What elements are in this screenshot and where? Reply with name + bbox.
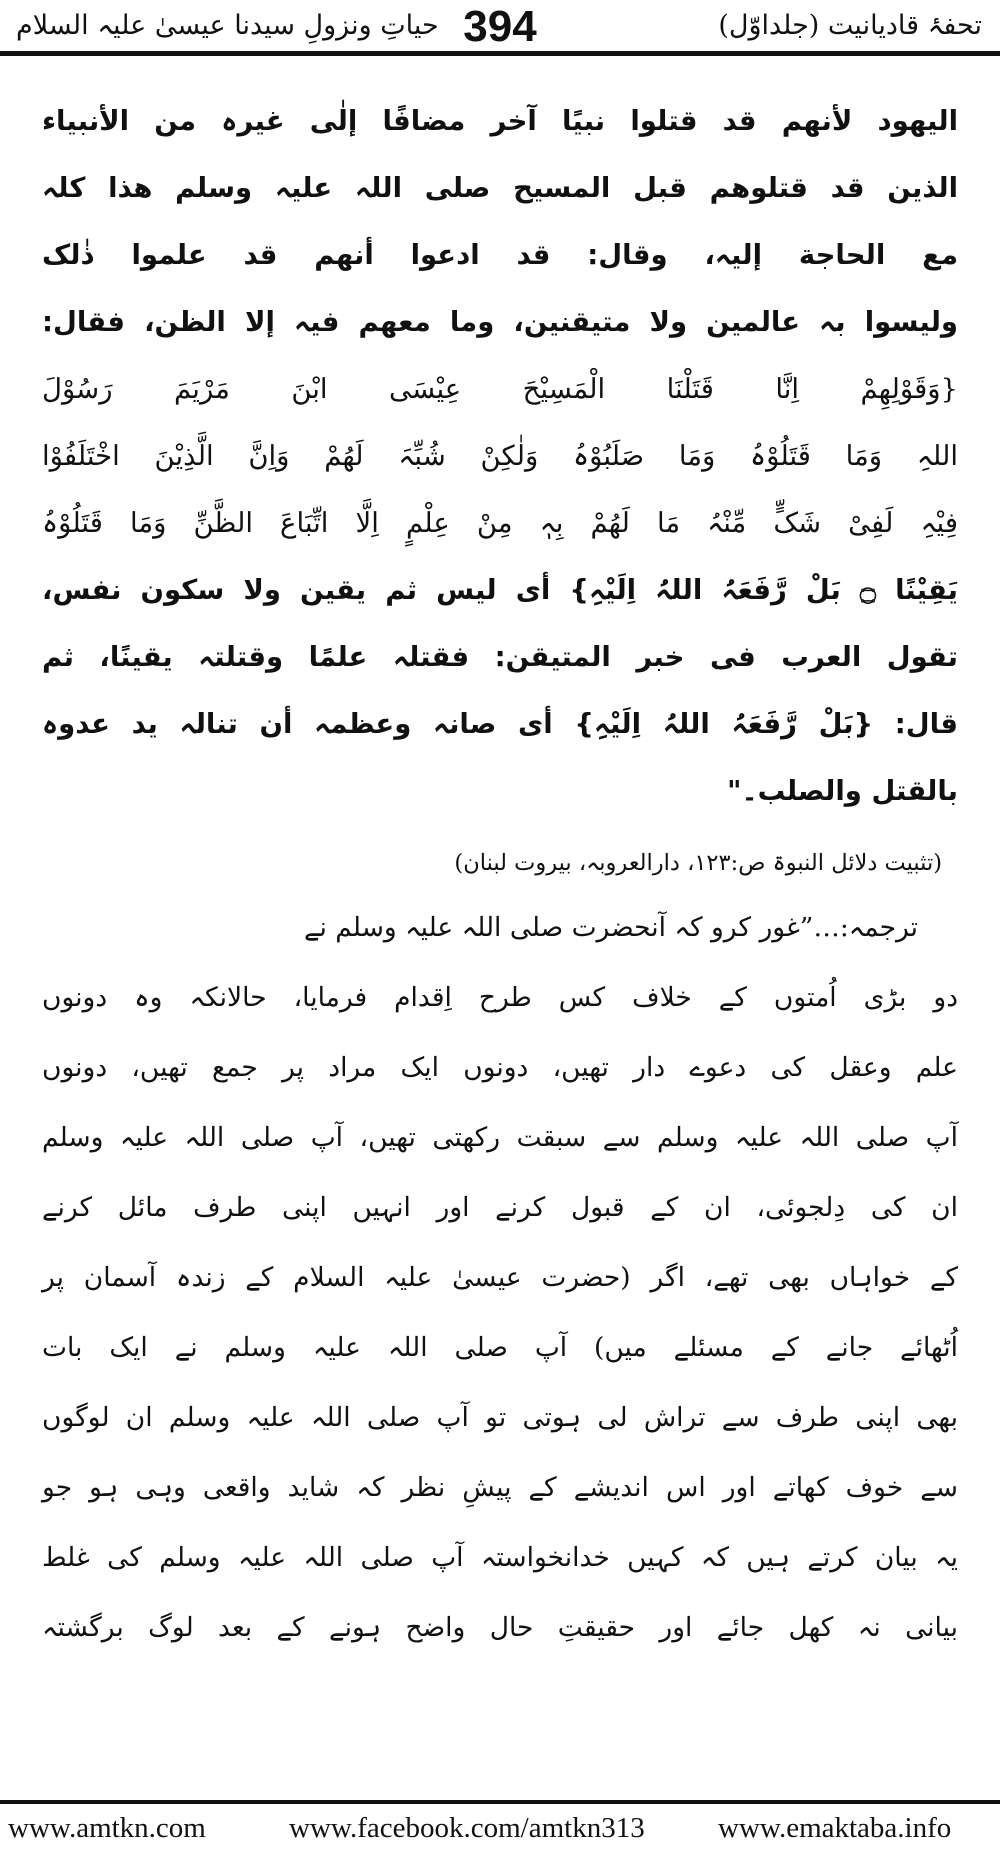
page-number: 394 (463, 2, 537, 51)
quran-verse-line: {وَقَوْلِھِمْ اِنَّا قَتَلْنَا الْمَسِیْحَ عِیْسَی ابْنَ مَرْیَمَ رَسُوْلَ (42, 373, 958, 405)
urdu-line: علم وعقل کی دعوے دار تھیں، دونوں ایک مراد پر جمع تھیں، دونوں (42, 1052, 958, 1083)
urdu-line: بھی اپنی طرف سے تراش لی ہوتی تو آپ صلی اللہ علیہ وسلم ان لوگوں (42, 1402, 958, 1433)
urdu-line: بیانی نہ کھل جائے اور حقیقتِ حال واضح ہونے کے بعد لوگ برگشتہ (42, 1612, 958, 1643)
footer-link-emaktaba[interactable]: www.emaktaba.info (718, 1812, 952, 1844)
urdu-line: دو بڑی اُمتوں کے خلاف کس طرح اِقدام فرمایا، حالانکہ وہ دونوں (42, 982, 958, 1013)
urdu-line: ترجمہ:…”غور کرو کہ آنحضرت صلی اللہ علیہ وسلم نے (303, 912, 918, 943)
book-title: تحفۂ قادیانیت (جلداوّل) (718, 10, 982, 41)
footer-link-amtkn[interactable]: www.amtkn.com (8, 1812, 206, 1844)
arabic-line: مع الحاجة إلیہ، وقال: قد ادعوا أنھم قد علموا ذٰلک (42, 239, 958, 271)
urdu-line: کے خواہاں بھی تھے، اگر (حضرت عیسیٰ علیہ السلام کے زندہ آسمان پر (42, 1262, 958, 1293)
footer-link-facebook[interactable]: www.facebook.com/amtkn313 (289, 1812, 645, 1844)
arabic-line: ولیسوا بہ عالمین ولا متیقنین، وما معھم فیہ إلا الظن، فقال: (42, 306, 958, 338)
quran-verse-line: اللہِ وَمَا قَتَلُوْہُ وَمَا صَلَبُوْہُ وَلٰکِنْ شُبِّہَ لَھُمْ وَاِنَّ الَّذِیْنَ اخْتَلَفُوْا (42, 440, 958, 472)
arabic-line: قال: {بَلْ رَّفَعَہُ اللہُ اِلَیْہِ} أی صانہ وعظمہ أن تنالہ ید عدوہ (42, 708, 958, 740)
page-footer (0, 1800, 1000, 1850)
arabic-line: الذین قد قتلوھم قبل المسیح صلی اللہ علیہ وسلم ھذا کلہ (42, 172, 958, 204)
urdu-line: آپ صلی اللہ علیہ وسلم سے سبقت رکھتی تھیں، آپ صلی اللہ علیہ وسلم (42, 1122, 958, 1153)
page-body (42, 88, 958, 1663)
arabic-line: بالقتل والصلب۔" (727, 775, 958, 807)
urdu-line: ان کی دِلجوئی، ان کے قبول کرنے اور انہیں اپنی طرف مائل کرنے (42, 1192, 958, 1223)
urdu-line: یہ بیان کرتے ہیں کہ کہیں خدانخواستہ آپ صلی اللہ علیہ وسلم کی غلط (42, 1542, 958, 1573)
quran-verse-line: فِیْہِ لَفِیْ شَکٍّ مِّنْہُ مَا لَھُمْ بِہٖ مِنْ عِلْمٍ اِلَّا اتِّبَاعَ الظَّنِّ وَمَا قَتَلُوْہُ (42, 507, 958, 539)
chapter-title: حیاتِ ونزولِ سیدنا عیسیٰ علیہ السلام (16, 10, 439, 41)
page-header (0, 0, 1000, 56)
arabic-line: تقول العرب فی خبر المتیقن: فقتلہ علمًا وقتلتہ یقینًا، ثم (42, 641, 958, 673)
arabic-line: الیھود لأنھم قد قتلوا نبیًا آخر مضافًا إلٰی غیرہ من الأنبیاء (42, 105, 958, 137)
arabic-line: یَقِیْنًا ۝ بَلْ رَّفَعَہُ اللہُ اِلَیْہِ} أی لیس ثم یقین ولا سکون نفس، (42, 574, 958, 606)
urdu-line: اُٹھائے جانے کے مسئلے میں) آپ صلی اللہ علیہ وسلم نے ایک بات (42, 1332, 958, 1363)
source-reference: (تثبیت دلائل النبوۃ ص:۱۲۳، دارالعروبہ، بیروت لبنان) (454, 850, 942, 876)
urdu-line: سے خوف کھاتے اور اس اندیشے کے پیشِ نظر کہ شاید واقعی وہی ہو جو (42, 1472, 958, 1503)
